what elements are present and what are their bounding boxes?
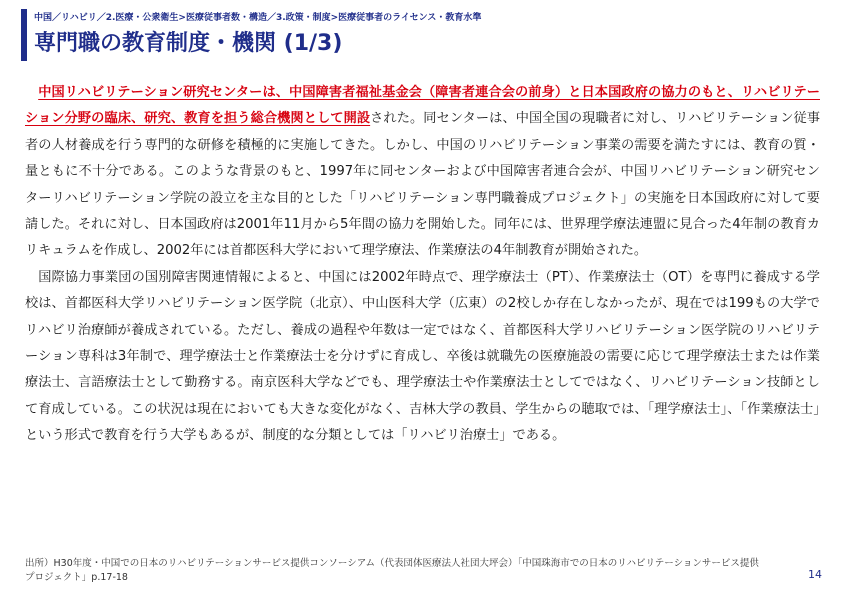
paragraph-1-rest: された。同センターは、中国全国の現職者に対し、リハビリテーション従事者の人材養成を行う専門的な研修を積極的に実施してきた。しかし、中国のリハビリテーション事業の需要を満たすには、教育の質・量ともに不十分である。このような背景のもと、1997年に同センターおよび中国障害者連合会が、中国リハビリテーション研究センターリハビリテーション学院の設立を主な目的とした「リハビリテーション専門職養成プロジェクト」の実施を日本国政府に対して要請した。それに対し、日本国政府は2001年11月から5年間の協力を開始した。同年には、世界理学療法連盟に見合った4年制の教育カリキュラムを作成し、2002年には首都医科大学において理学療法、作業療法の4年制教育が開始された。 <box>25 111 821 259</box>
highlighted-statement: 中国リハビリテーション研究センターは、中国障害者福祉基金会（障害者連合会の前身）と日本国政府の協力のもと、リハビリテーション分野の臨床、研究、教育を担う総合機関として開設 <box>25 85 820 127</box>
breadcrumb: 中国／リハビリ／2.医療・公衆衛生>医療従事者数・構造／3.政策・制度>医療従事者のライセンス・教育水準 <box>34 13 482 23</box>
paragraph-1 <box>25 80 820 265</box>
page-number: 14 <box>808 568 822 581</box>
title-accent-bar <box>21 9 27 61</box>
source-note: 出所）H30年度・中国での日本のリハビリテーションサービス提供コンソーシアム（代表団体医療法人社団大坪会）「中国珠海市での日本のリハビリテーションサービス提供プロジェクト」p.17-18 <box>25 558 759 583</box>
body-text <box>25 80 820 450</box>
paragraph-2: 国際協力事業団の国別障害関連情報によると、中国には2002年時点で、理学療法士（PT）、作業療法士（OT）を専門に養成する学校は、首都医科大学リハビリテーション医学院（北京）、中山医科大学（広東）の2校しか存在しなかったが、現在では199もの大学でリハビリ治療師が養成されている。ただし、養成の過程や年数は一定ではなく、首都医科大学リハビリテーション医学院のリハビリテーション専科は3年制で、理学療法士と作業療法士を分けずに育成し、卒後は就職先の医療施設の需要に応じて理学療法士または作業療法士、言語療法士として勤務する。南京医科大学などでも、理学療法士や作業療法士としてではなく、リハビリテーション技師として育成している。この状況は現在においても大きな変化がなく、吉林大学の教員、学生からの聴取では、「理学療法士」、「作業療法士」という形式で教育を行う大学もあるが、制度的な分類としては「リハビリ治療士」である。 <box>25 269 820 444</box>
page-title: 専門職の教育制度・機関 (1/3) <box>34 31 343 56</box>
